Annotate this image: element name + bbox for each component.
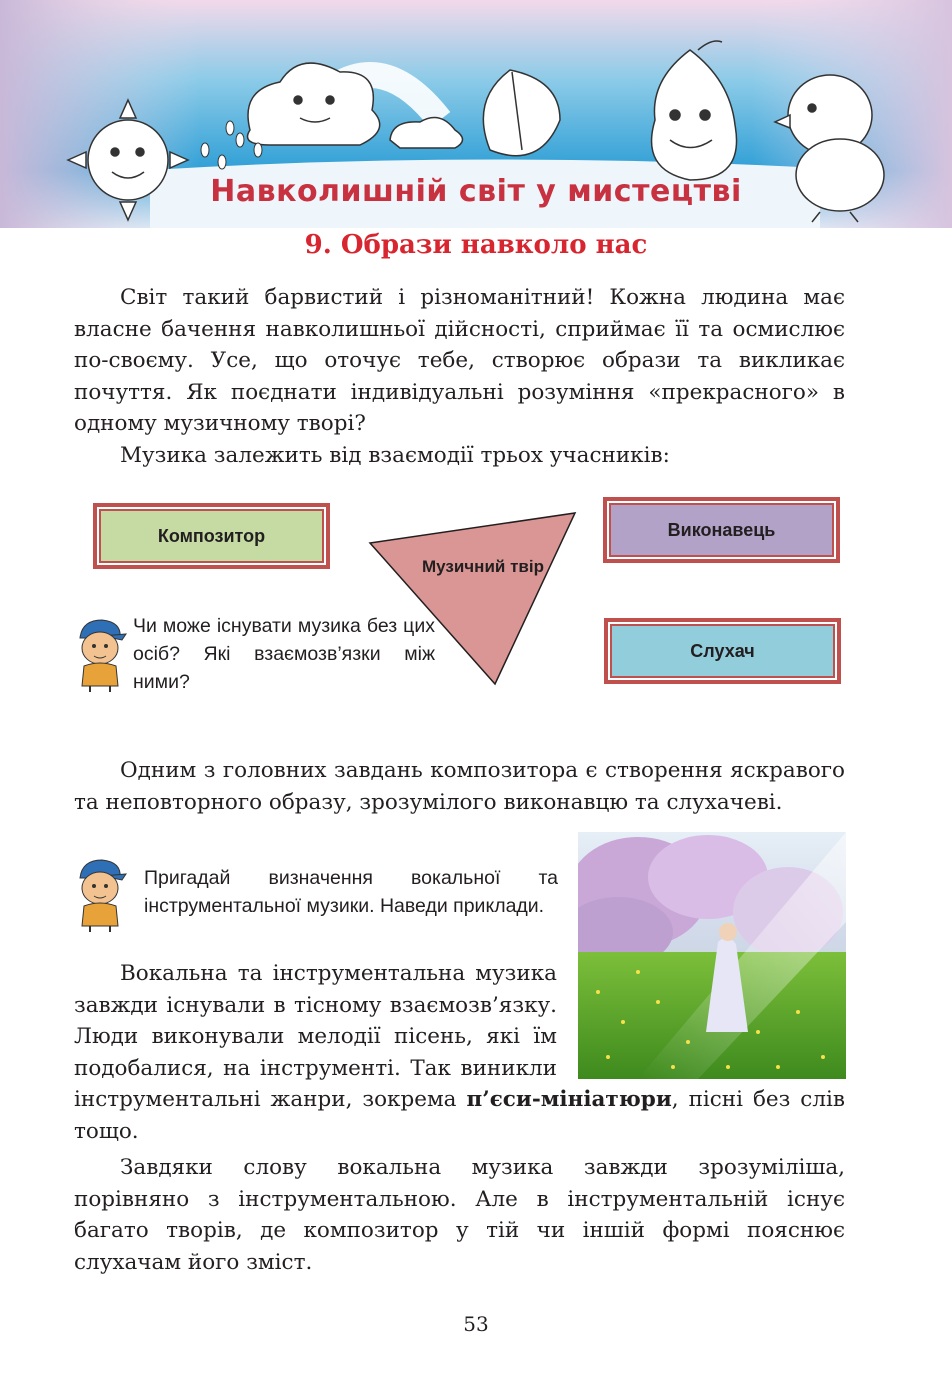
question-2: Пригадай визначення вокальної та інструментальної музики. Наведи приклади. [144, 867, 558, 917]
composer-box [93, 503, 330, 569]
boy-character-icon [72, 616, 128, 692]
performer-box [603, 497, 840, 563]
word-clarity-paragraph-text: Завдяки слову вокальна музика завжди зрозуміліша, порівняно з інструментальною. Але в інструментальній існує багато творів, де композитор у тій чи іншій формі пояснює слухачам його зміст. [74, 1155, 845, 1275]
composer-task-paragraph [74, 755, 845, 818]
composer-task-paragraph-text: Одним з головних завдань композитора є створення яскравого та неповторного образу, зрозумілого виконавцю та слухачеві. [74, 758, 845, 815]
question-1: Чи може існувати музика без цих осіб? Які взаємозв’язки між ними? [133, 615, 435, 693]
performer-label: Виконавець [611, 505, 832, 555]
vocal-instrumental-section [74, 958, 845, 1147]
vocal-instrumental-text: Вокальна та інструментальна музика завжди існували в тісному взаємозв’язку. Люди виконували мелодії пісень, які їм подобалися, на інструменті. Так виникли інструментальні жанри, зокрема [74, 961, 557, 1112]
photo-float-spacer [557, 958, 845, 1082]
intro-paragraph-text: Світ такий барвистий і різноманітний! Кожна людина має власне бачення навколишньої дійсності, сприймає її та осмислює по-своєму. Усе, що оточує тебе, створює образи та викликає почуття. Як поєднати індивідуальні розуміння «прекрасного» в одному музичному творі? [74, 285, 845, 436]
participants-paragraph [74, 440, 845, 472]
page-number: 53 [463, 1312, 489, 1336]
listener-label: Слухач [612, 626, 833, 676]
vocal-instrumental-tail: , пісні без слів тощо. [74, 1087, 845, 1144]
music-work-label: Музичний твір [422, 557, 544, 576]
header-banner [0, 0, 952, 228]
listener-box [604, 618, 841, 684]
intro-paragraph [74, 282, 845, 440]
word-clarity-paragraph [74, 1152, 845, 1278]
boy-character-icon [72, 856, 128, 932]
composer-label: Композитор [101, 511, 322, 561]
chapter-title: 9. Образи навколо нас [304, 230, 648, 260]
banner-title: Навколишній світ у мистецтві [210, 174, 742, 209]
participants-paragraph-text: Музика залежить від взаємодії трьох учасників: [120, 443, 670, 468]
pieces-miniatures-term: п’єси-мініатюри [466, 1087, 672, 1112]
